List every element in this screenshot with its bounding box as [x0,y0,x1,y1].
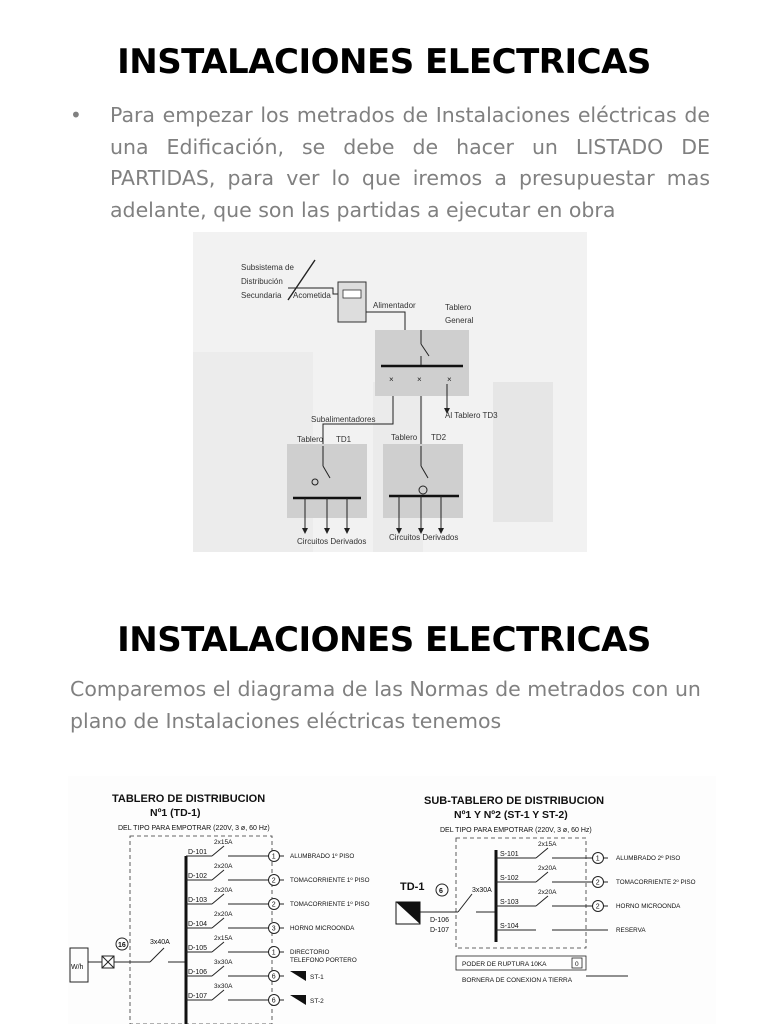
subsystem-label-1: Subsistema de [241,263,294,272]
st-source-id-1: D-106 [430,917,450,924]
circuit-desc: TOMACORRIENTE 1º PISO [290,901,370,908]
circuit-breaker: 3x30A [214,983,233,990]
subpanel-icon [290,995,306,1005]
circuit-desc: DIRECTORIO [290,949,330,956]
circuit-row [186,935,357,964]
circuit-id: D-102 [188,873,208,880]
circuit-row [186,863,370,886]
td1-label: TD1 [336,435,352,444]
td1-spec: DEL TIPO PARA EMPOTRAR (220V, 3 ø, 60 Hz) [118,825,270,832]
bullet-item [70,100,710,226]
panel-plan-svg [68,776,716,1024]
circuit-id: S-104 [500,923,519,930]
st-title: SUB-TABLERO DE DISTRIBUCION [424,795,605,807]
circuit-breaker: 2x20A [538,889,557,896]
panel-plan-diagram [68,776,716,1024]
circuitos-td1-label: Circuitos Derivados [297,537,367,546]
td1-main-breaker: 3x40A [150,939,170,946]
alimentador-label: Alimentador [373,301,416,310]
circuit-breaker: 3x30A [214,959,233,966]
st-source-id-2: D-107 [430,927,450,934]
circuit-breaker: 2x15A [214,935,233,942]
circuit-breaker: 2x20A [214,887,233,894]
circuit-id: D-103 [188,897,208,904]
st-circuits [496,841,696,934]
circuit-breaker: 2x20A [214,911,233,918]
slide-title: INSTALACIONES ELECTRICAS [117,620,651,660]
circuit-desc: ALUMBRADO 2º PISO [616,855,681,862]
st-spec: DEL TIPO PARA EMPOTRAR (220V, 3 ø, 60 Hz) [440,827,592,834]
st-subtitle: Nº1 Y Nº2 (ST-1 Y ST-2) [454,809,568,821]
circuit-id: S-101 [500,851,519,858]
circuit-breaker: 2x20A [538,865,557,872]
circuit-row [186,983,324,1006]
circuit-row [496,841,680,864]
circuit-no: 2 [595,903,600,911]
tablero-general-label-1: Tablero [445,303,472,312]
circuit-no: 2 [595,879,600,887]
svg-text:×: × [447,375,452,384]
circuit-row [186,839,354,862]
circuit-no: 6 [271,973,276,981]
circuit-no: 1 [595,855,600,863]
circuitos-td2-label: Circuitos Derivados [389,533,459,542]
tablero-td2-label: Tablero [391,433,418,442]
circuit-no: 2 [271,877,276,885]
feeder-no: 16 [118,942,126,949]
distribution-diagram-svg [193,232,587,552]
circuit-id: D-101 [188,849,208,856]
circuit-desc: ST-2 [310,998,324,1005]
ground-label: BORNERA DE CONEXION A TIERRA [462,977,573,984]
st-source-no: 6 [439,888,443,895]
circuit-no: 6 [271,997,276,1005]
st-main-breaker: 3x30A [472,887,492,894]
circuit-no: 1 [271,949,276,957]
tablero-td1-label: Tablero [297,435,324,444]
intro-text: Comparemos el diagrama de las Normas de metrados con un plano de Instalaciones eléctricas tenemos [70,677,701,733]
acometida-label: Acometida [293,291,331,300]
circuit-no: 1 [271,853,276,861]
al-tablero-label: Al Tablero TD3 [445,411,498,420]
slide-title: INSTALACIONES ELECTRICAS [117,42,651,82]
circuit-id: S-102 [500,875,519,882]
circuit-id: S-103 [500,899,519,906]
svg-text:×: × [417,375,422,384]
circuit-row [186,911,355,934]
td1-title: TABLERO DE DISTRIBUCION [112,793,266,805]
rupture-label: PODER DE RUPTURA 10KA [462,961,547,968]
circuit-id: D-107 [188,993,208,1000]
circuit-desc: RESERVA [616,927,646,934]
bullet-dot: • [70,103,82,127]
subalimentadores-label: Subalimentadores [311,415,376,424]
subsystem-label-3: Secundaria [241,291,282,300]
td1-subtitle: Nº1 (TD-1) [150,807,201,819]
circuit-id: D-104 [188,921,208,928]
circuit-desc: ST-1 [310,974,324,981]
circuit-desc-2: TELEFONO PORTERO [290,957,357,964]
circuit-desc: ALUMBRADO 1º PISO [290,853,355,860]
subpanel-icon [290,971,306,981]
subsystem-label-2: Distribución [241,277,283,286]
meter-label: W/h [71,964,84,971]
circuit-desc: HORNO MICROONDA [616,903,681,910]
slide-2 [0,580,768,1024]
bullet-text: Para empezar los metrados de Instalaciones eléctricas de una Edificación, se debe de hacer un LISTADO DE PARTIDAS, para ver lo que iremos a presupuestar mas adelante, que son las partidas a ejecutar en obra [110,103,710,222]
circuit-breaker: 2x20A [214,863,233,870]
circuit-breaker: 2x15A [214,839,233,846]
circuit-desc: TOMACORRIENTE 2º PISO [616,879,696,886]
circuit-row [186,887,370,910]
circuit-no: 3 [271,925,276,933]
st-source: TD-1 [400,881,425,893]
circuit-desc: TOMACORRIENTE 1º PISO [290,877,370,884]
circuit-row [496,923,646,934]
circuit-no: 2 [271,901,276,909]
circuit-id: D-105 [188,945,208,952]
rupture-no: 0 [575,961,579,968]
circuit-row [496,865,696,888]
distribution-diagram [193,232,587,552]
circuit-breaker: 2x15A [538,841,557,848]
circuit-id: D-106 [188,969,208,976]
td2-label: TD2 [431,433,447,442]
circuit-desc: HORNO MICROONDA [290,925,355,932]
td1-circuits [186,839,370,1006]
circuit-row [496,889,681,912]
svg-text:×: × [389,375,394,384]
tablero-general-label-2: General [445,316,474,325]
